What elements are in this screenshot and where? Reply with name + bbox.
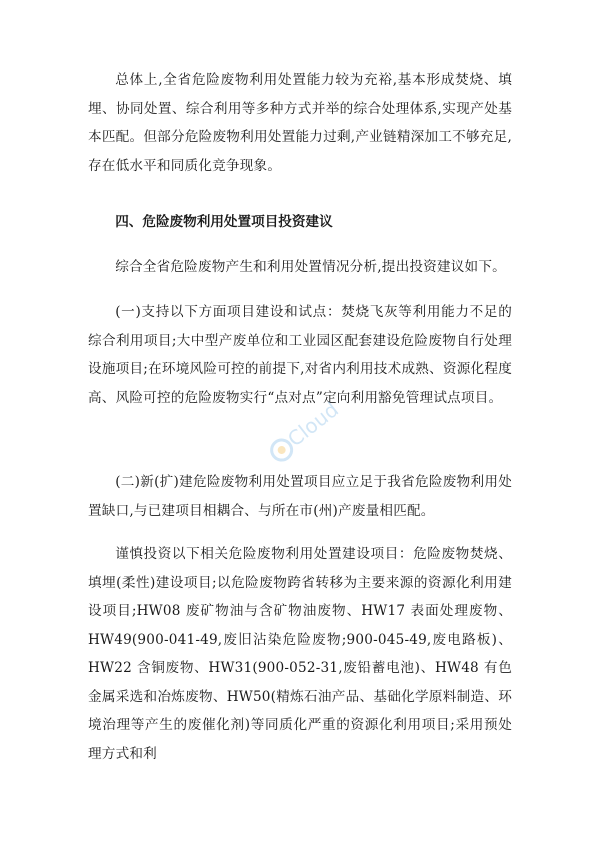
watermark-text: Cloud xyxy=(283,397,343,452)
paragraph-new-projects: (二)新(扩)建危险废物利用处置项目应立足于我省危险废物利用处置缺口,与已建项目相耦合、与所在市(州)产废量相匹配。 xyxy=(88,474,512,519)
paragraph-intro: 综合全省危险废物产生和利用处置情况分析,提出投资建议如下。 xyxy=(115,259,506,275)
paragraph-support-projects: (一)支持以下方面项目建设和试点：焚烧飞灰等利用能力不足的综合利用项目;大中型产废单位和工业园区配套建设危险废物自行处理设施项目;在环境风险可控的前提下,对省内利用技术成熟、资源化程度高、风险可控的危险废物实行“点对点”定向利用豁免管理试点项目。 xyxy=(88,304,512,406)
paragraph-summary: 总体上,全省危险废物利用处置能力较为充裕,基本形成焚烧、填埋、协同处置、综合利用等多种方式并举的综合处理体系,实现产处基本匹配。但部分危险废物利用处置能力过剩,产业链精深加工不够充足,存在低水平和同质化竞争现象。 xyxy=(88,72,512,174)
section-heading: 四、危险废物利用处置项目投资建议 xyxy=(115,214,333,230)
paragraph-cautious-investment: 谨慎投资以下相关危险废物利用处置建设项目：危险废物焚烧、填埋(柔性)建设项目;以危险废物跨省转移为主要来源的资源化利用建设项目;HW08 废矿物油与含矿物油废物、HW17 表面处理废物、HW49(900-041-49,废旧沾染危险废物;900-045-49,废电路板)、HW22 含铜废物、HW31(900-052-31,废铅蓄电池)、HW48 有色金属采选和冶炼废物、HW50(精炼石油产品、基础化学原料制造、环境治理等产生的废催化剂)等同质化严重的资源化利用项目;采用预处理方式和利 xyxy=(88,546,512,762)
